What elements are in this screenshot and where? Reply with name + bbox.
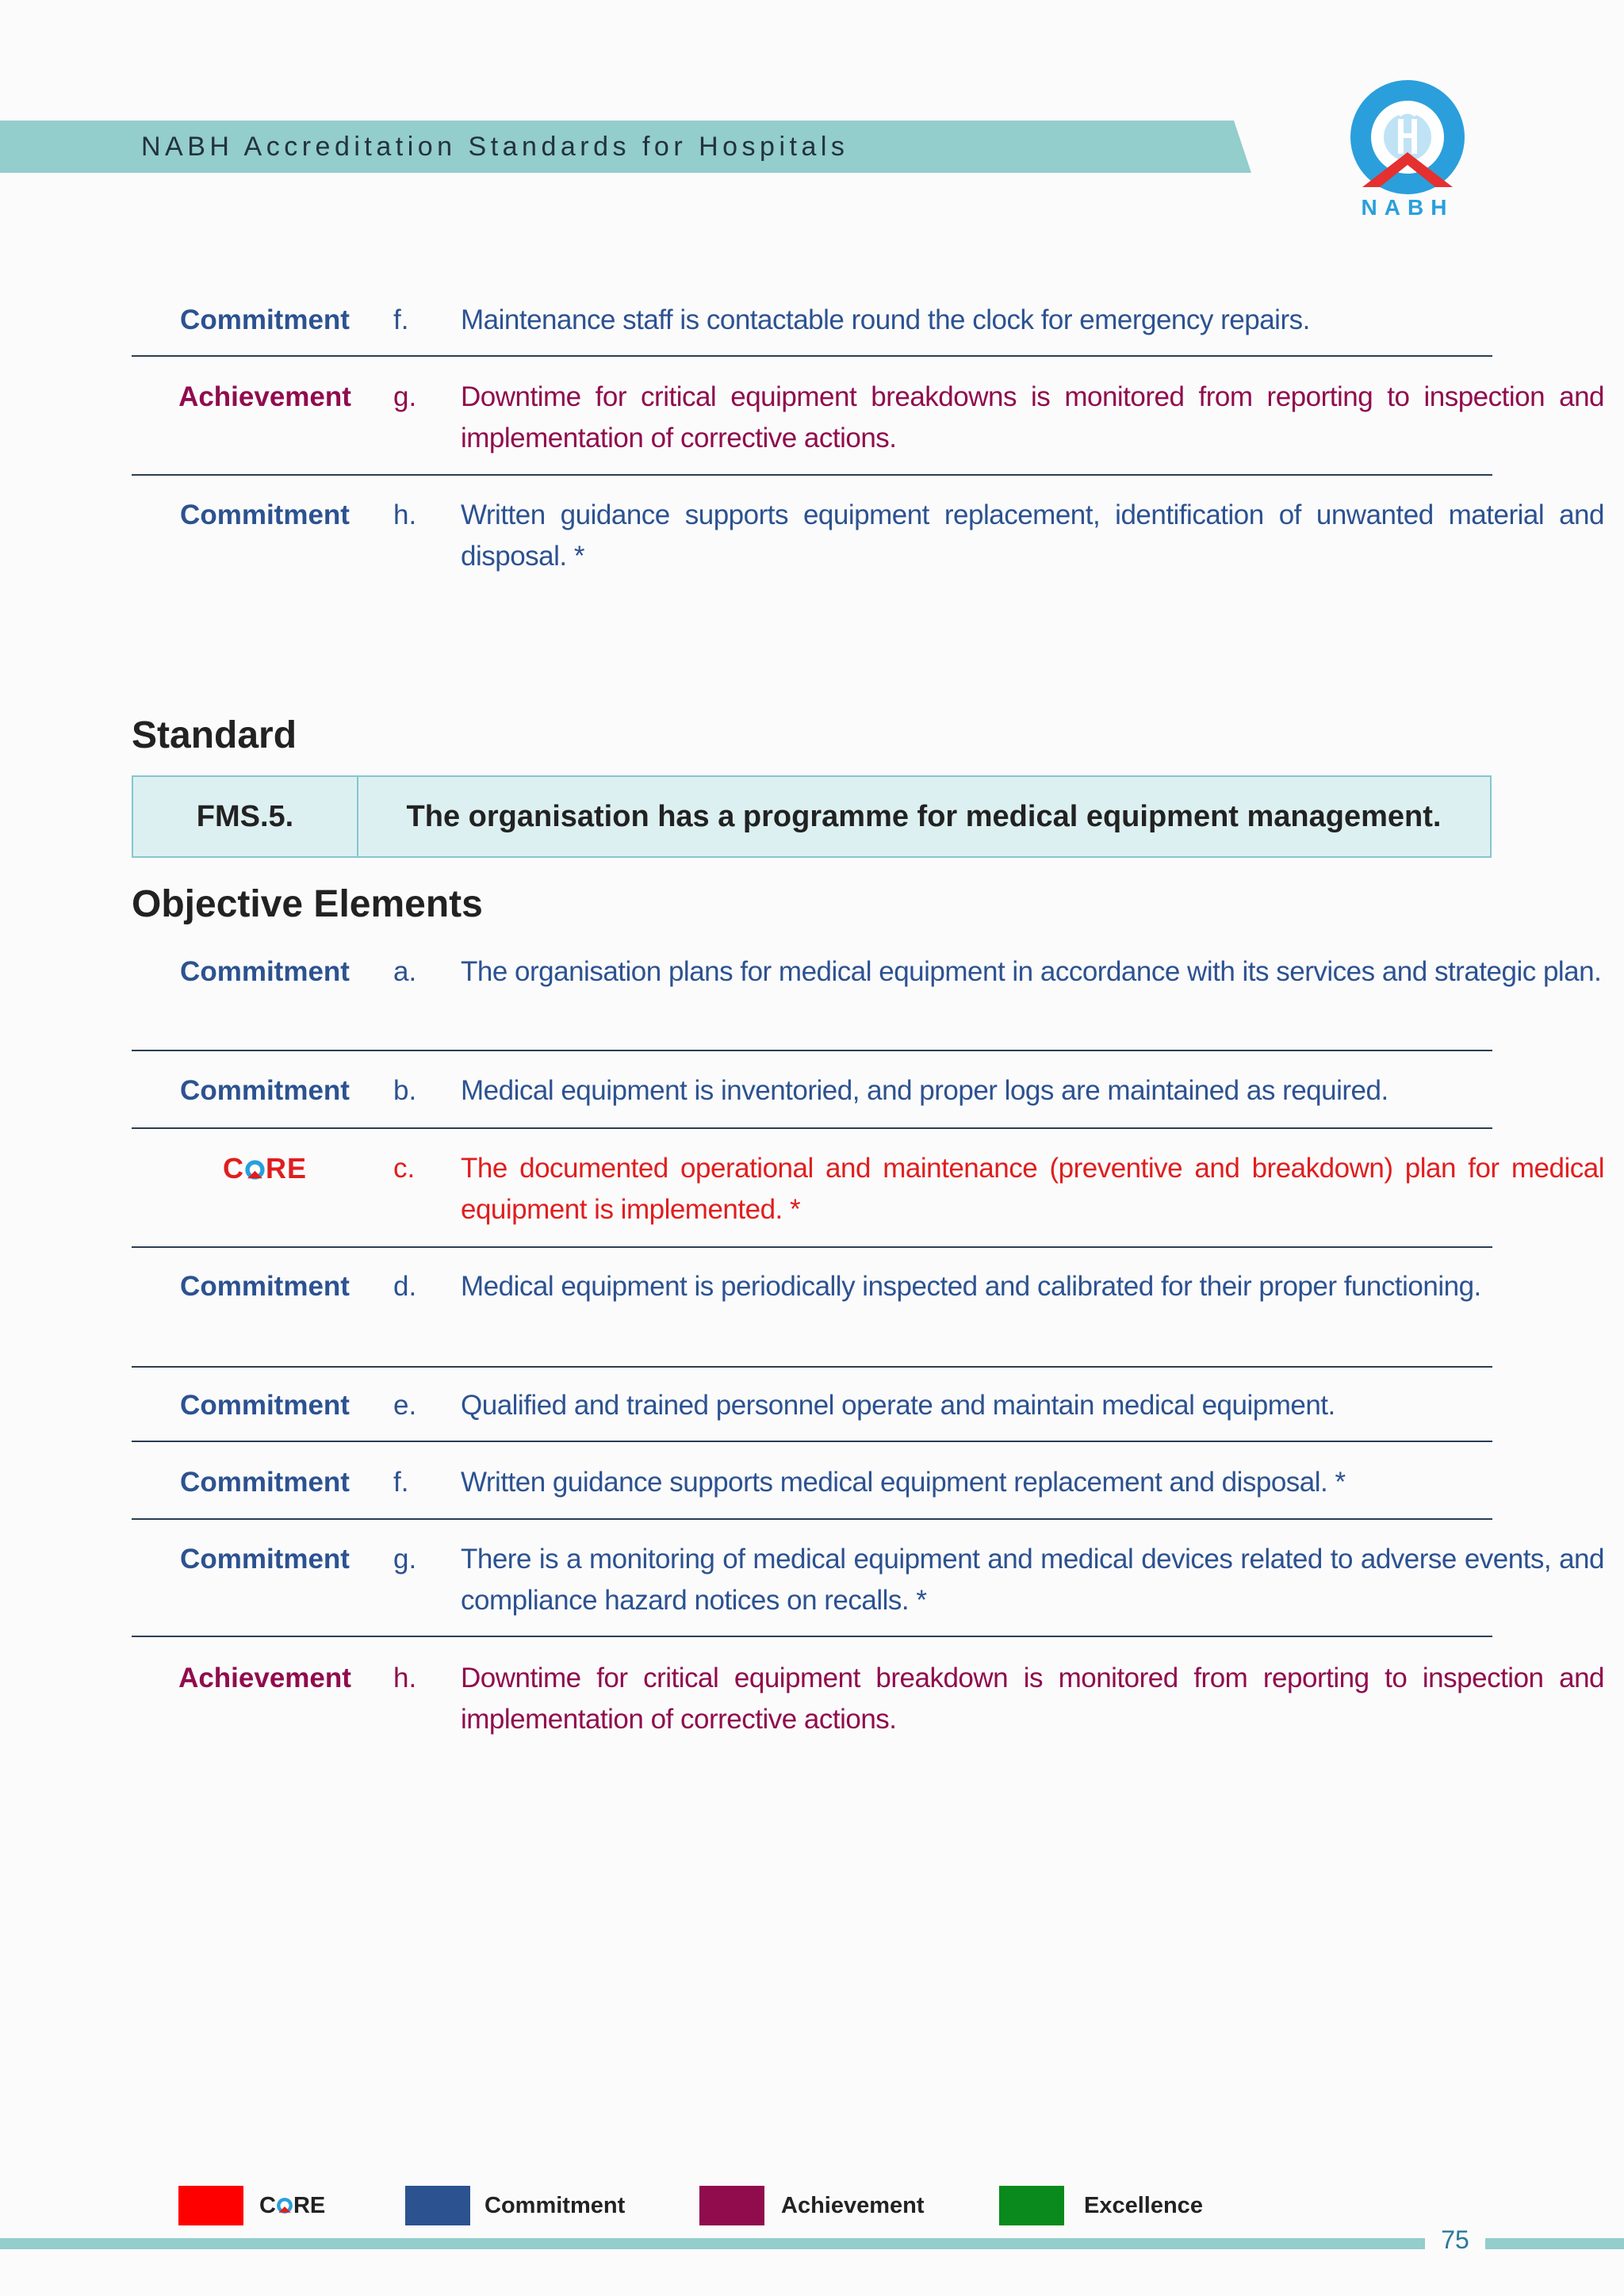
element-text: Qualified and trained personnel operate and maintain medical equipment. bbox=[461, 1390, 1335, 1421]
legend-label-achievement: Achievement bbox=[781, 2193, 925, 2218]
category-label: Commitment bbox=[180, 1390, 350, 1421]
standard-box bbox=[132, 775, 1492, 858]
core-o-icon bbox=[276, 2197, 293, 2214]
element-text: Medical equipment is inventoried, and proper logs are maintained as required. bbox=[461, 1075, 1388, 1106]
standard-code: FMS.5. bbox=[133, 777, 358, 856]
element-letter: h. bbox=[393, 1663, 417, 1693]
element-text: There is a monitoring of medical equipment and medical devices related to adverse events, and compliance hazard notices on recalls. * bbox=[461, 1544, 1604, 1616]
objective-row bbox=[132, 495, 1604, 582]
legend-swatch-excellence bbox=[999, 2186, 1064, 2225]
element-letter: f. bbox=[393, 1467, 409, 1498]
element-letter: d. bbox=[393, 1271, 417, 1302]
element-text: The documented operational and maintenance (preventive and breakdown) plan for medical equipment is implemented. * bbox=[461, 1153, 1604, 1225]
core-label bbox=[178, 1148, 352, 1190]
legend-swatch-core bbox=[178, 2186, 243, 2225]
objective-row bbox=[132, 1148, 1604, 1248]
element-letter: a. bbox=[393, 956, 417, 987]
objective-row bbox=[132, 1539, 1604, 1637]
element-text: Downtime for critical equipment breakdown is monitored from reporting to inspection and implementation of corrective actions. bbox=[461, 1663, 1604, 1735]
category-label: Commitment bbox=[180, 304, 350, 335]
category-label: Commitment bbox=[180, 1271, 350, 1302]
element-text: Maintenance staff is contactable round the clock for emergency repairs. bbox=[461, 304, 1310, 335]
footer-line bbox=[1485, 2238, 1624, 2249]
element-text: Written guidance supports medical equipment replacement and disposal. * bbox=[461, 1467, 1346, 1498]
legend-label-core: C RE bbox=[259, 2193, 326, 2218]
header-title: NABH Accreditation Standards for Hospitals bbox=[141, 132, 849, 162]
element-letter: f. bbox=[393, 304, 409, 335]
element-text: Downtime for critical equipment breakdowns is monitored from reporting to inspection and implementation of corrective actions. bbox=[461, 381, 1604, 453]
objective-row bbox=[132, 1658, 1604, 1745]
category-label: Commitment bbox=[180, 499, 350, 530]
objective-row bbox=[132, 377, 1604, 476]
element-text: Medical equipment is periodically inspected and calibrated for their proper functioning. bbox=[461, 1271, 1481, 1302]
category-label: Commitment bbox=[180, 1467, 350, 1498]
objective-row bbox=[132, 1266, 1492, 1368]
category-label: Commitment bbox=[180, 1544, 350, 1575]
category-label: Achievement bbox=[178, 1663, 351, 1693]
element-letter: b. bbox=[393, 1075, 417, 1106]
element-letter: g. bbox=[393, 1544, 417, 1575]
category-label: Commitment bbox=[180, 1075, 350, 1106]
standard-text: The organisation has a programme for medical equipment management. bbox=[406, 800, 1442, 833]
category-label: Commitment bbox=[180, 956, 350, 987]
element-text: Written guidance supports equipment replacement, identification of unwanted material and disposal. * bbox=[461, 499, 1604, 572]
element-letter: h. bbox=[393, 499, 417, 530]
element-letter: g. bbox=[393, 381, 417, 412]
legend-label-excellence: Excellence bbox=[1084, 2193, 1203, 2218]
category-label: Achievement bbox=[178, 381, 351, 412]
core-o-icon bbox=[244, 1159, 266, 1181]
objective-row bbox=[132, 1462, 1492, 1520]
objective-row bbox=[132, 300, 1492, 357]
objective-row bbox=[132, 1385, 1492, 1442]
legend-label-commitment: Commitment bbox=[485, 2193, 626, 2218]
core-badge: C RE bbox=[222, 1152, 307, 1184]
logo-text: NABH bbox=[1361, 195, 1454, 220]
legend-swatch-commitment bbox=[405, 2186, 470, 2225]
element-letter: c. bbox=[393, 1153, 416, 1184]
element-text: The organisation plans for medical equipment in accordance with its services and strategic plan. bbox=[461, 956, 1602, 987]
standard-heading: Standard bbox=[132, 714, 297, 756]
objective-elements-heading: Objective Elements bbox=[132, 883, 483, 925]
page-number: 75 bbox=[1441, 2225, 1469, 2254]
objective-row bbox=[132, 951, 1602, 1051]
element-letter: e. bbox=[393, 1390, 417, 1421]
footer-line bbox=[0, 2238, 1425, 2249]
objective-row bbox=[132, 1070, 1492, 1129]
legend-swatch-achievement bbox=[699, 2186, 764, 2225]
